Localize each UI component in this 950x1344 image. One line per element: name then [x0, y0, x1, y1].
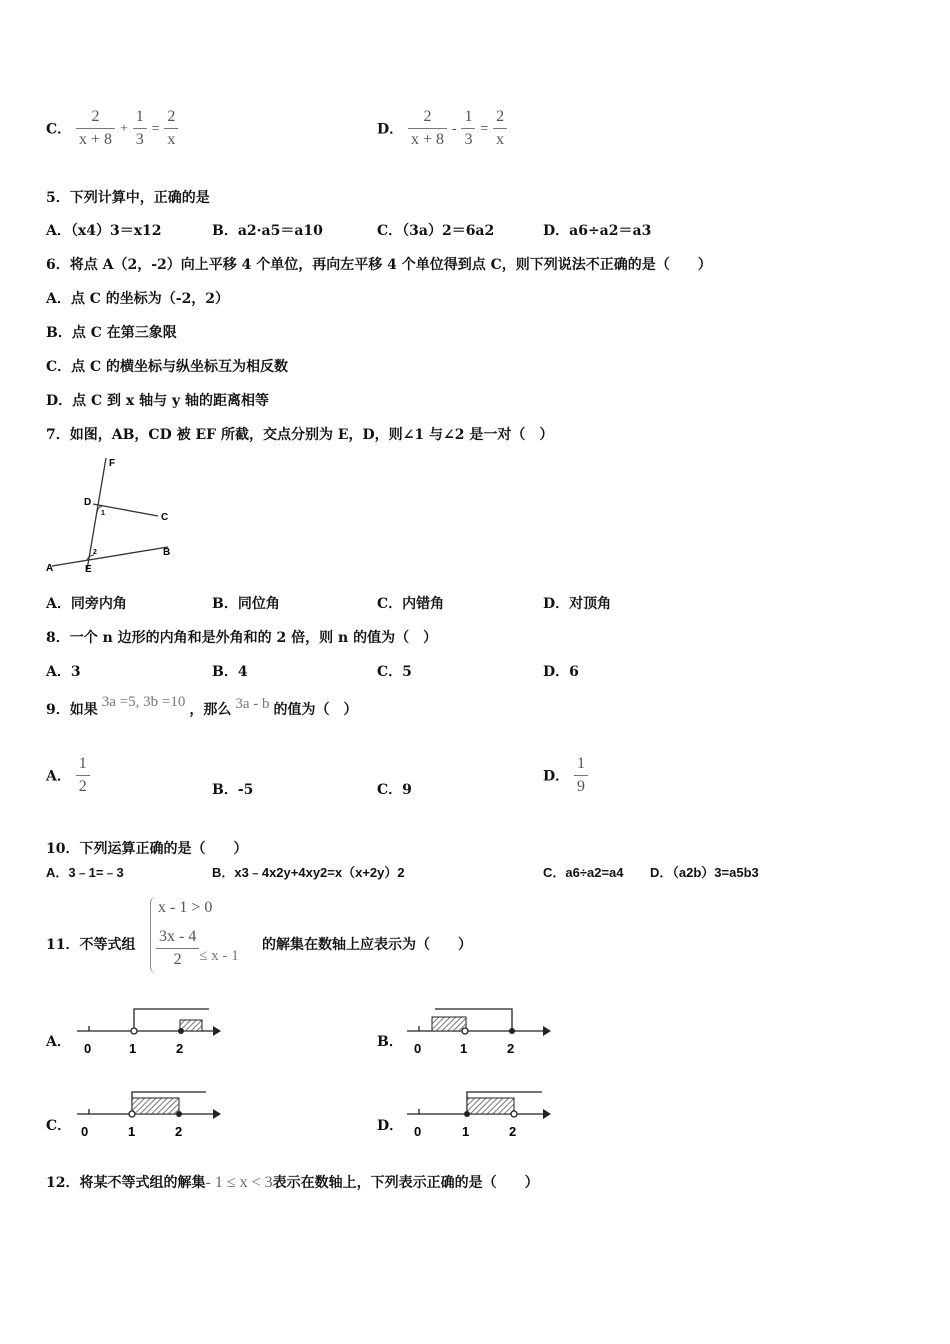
q7-option-a[interactable]: A．同旁内角	[46, 596, 127, 612]
q5-option-c[interactable]: C．（3a）2＝6a2	[377, 223, 495, 239]
q4-option-d[interactable]: D． $\frac{2}{x + 8}$ - $\frac{1}{3}$ = $\frac{2}{x}$	[377, 108, 507, 149]
fraction: $\frac{1}{3}$	[133, 108, 147, 149]
q11-stem-pre: 11．不等式组	[46, 937, 136, 953]
q10-option-a[interactable]: A．3﹣1=﹣3	[46, 865, 124, 880]
q5-stem: 5．下列计算中，正确的是	[46, 190, 210, 206]
q5-option-d[interactable]: D．a6÷a2＝a3	[543, 223, 652, 239]
svg-text:1: 1	[460, 1041, 468, 1056]
q11-numberline-b[interactable]	[405, 1005, 555, 1060]
label-d: D	[84, 497, 92, 508]
q9-option-a[interactable]: A． $\frac{1}{2}$	[46, 755, 90, 796]
q8-option-c[interactable]: C．5	[377, 664, 412, 680]
q6-stem: 6．将点 A（2，-2）向上平移 4 个单位，再向左平移 4 个单位得到点 C，则下列说法不正确的是（ ）	[46, 257, 712, 273]
svg-text:2: 2	[175, 1124, 183, 1139]
q11-inequality-2: $\frac{3x - 4}{2}$ ≤ x - 1	[156, 928, 239, 969]
q12-inequality: - 1 ≤ x < 3	[205, 1174, 273, 1191]
label-e: E	[85, 564, 92, 575]
q7-figure	[40, 452, 190, 577]
q7-stem: 7．如图，AB，CD 被 EF 所截，交点分别为 E，D，则∠1 与∠2 是一对（ ）	[46, 427, 554, 443]
q11-option-d-label[interactable]: D．	[377, 1118, 404, 1134]
q5-option-b[interactable]: B．a2·a5＝a10	[212, 223, 323, 239]
label-angle-2: 2	[93, 549, 97, 556]
q11-option-b-label[interactable]: B．	[377, 1034, 403, 1050]
q7-option-b[interactable]: B．同位角	[212, 596, 280, 612]
q4-option-c[interactable]: C． $\frac{2}{x + 8}$ + $\frac{1}{3}$ = $\frac{2}{x}$	[46, 108, 178, 149]
svg-text:2: 2	[176, 1041, 184, 1056]
q6-option-a[interactable]: A．点 C 的坐标为（-2，2）	[46, 291, 230, 307]
label-f: F	[109, 458, 116, 469]
q6-option-b[interactable]: B．点 C 在第三象限	[46, 325, 177, 341]
q8-option-d[interactable]: D．6	[543, 664, 579, 680]
q9-condition: 3a =5, 3b =10	[101, 694, 186, 710]
fraction: $\frac{1}{9}$	[574, 755, 588, 796]
svg-text:0: 0	[81, 1124, 89, 1139]
q6-option-c[interactable]: C．点 C 的横坐标与纵坐标互为相反数	[46, 359, 289, 375]
label-c: C	[161, 512, 169, 523]
q8-stem: 8．一个 n 边形的内角和是外角和的 2 倍，则 n 的值为（ ）	[46, 630, 438, 646]
q11-stem-post: 的解集在数轴上应表示为（ ）	[262, 937, 472, 953]
q9-option-b[interactable]: B．-5	[212, 782, 254, 798]
fraction: $\frac{1}{2}$	[76, 755, 90, 796]
q5-option-a[interactable]: A．（x4）3＝x12	[46, 223, 162, 239]
label-angle-1: 1	[101, 510, 105, 517]
svg-text:2: 2	[507, 1041, 515, 1056]
svg-text:0: 0	[84, 1041, 92, 1056]
q7-option-c[interactable]: C．内错角	[377, 596, 445, 612]
fraction: $\frac{2}{x}$	[164, 108, 178, 149]
svg-text:2: 2	[509, 1124, 517, 1139]
q10-option-d[interactable]: D．（a2b）3=a5b3	[650, 865, 759, 880]
label-a: A	[46, 563, 54, 574]
q10-stem: 10．下列运算正确的是（ ）	[46, 841, 248, 857]
fraction: $\frac{2}{x}$	[493, 108, 507, 149]
q12-stem: 12．将某不等式组的解集- 1 ≤ x < 3表示在数轴上，下列表示正确的是（ ）	[46, 1174, 539, 1191]
label-b: B	[163, 547, 171, 558]
fraction: $\frac{1}{3}$	[461, 108, 475, 149]
svg-text:1: 1	[129, 1041, 137, 1056]
line-ab	[52, 547, 171, 566]
fraction: $\frac{2}{x + 8}$	[408, 108, 447, 149]
q8-option-a[interactable]: A．3	[46, 664, 81, 680]
q10-option-b[interactable]: B．x3﹣4x2y+4xy2=x（x+2y）2	[212, 865, 405, 880]
q11-numberline-d[interactable]	[405, 1088, 555, 1143]
q9-option-c[interactable]: C．9	[377, 782, 412, 798]
svg-text:1: 1	[462, 1124, 470, 1139]
q10-option-c[interactable]: C．a6÷a2=a4	[543, 865, 624, 880]
q11-option-a-label[interactable]: A．	[46, 1034, 71, 1050]
svg-text:0: 0	[414, 1124, 422, 1139]
q11-numberline-a[interactable]	[75, 1005, 225, 1060]
q9-option-d[interactable]: D． $\frac{1}{9}$	[543, 755, 588, 796]
q11-option-c-label[interactable]: C．	[46, 1118, 72, 1134]
q11-inequality-1: x - 1 > 0	[158, 899, 213, 916]
q9-expression: 3a - b	[235, 696, 270, 712]
q7-option-d[interactable]: D．对顶角	[543, 596, 612, 612]
svg-text:1: 1	[128, 1124, 136, 1139]
q8-option-b[interactable]: B．4	[212, 664, 248, 680]
svg-text:0: 0	[414, 1041, 422, 1056]
fraction: $\frac{2}{x + 8}$	[76, 108, 115, 149]
q6-option-d[interactable]: D．点 C 到 x 轴与 y 轴的距离相等	[46, 393, 270, 409]
q9-stem: 9．如果 3a =5, 3b =10 ，那么 3a - b 的值为（ ）	[46, 694, 358, 718]
q11-numberline-c[interactable]	[75, 1088, 225, 1143]
